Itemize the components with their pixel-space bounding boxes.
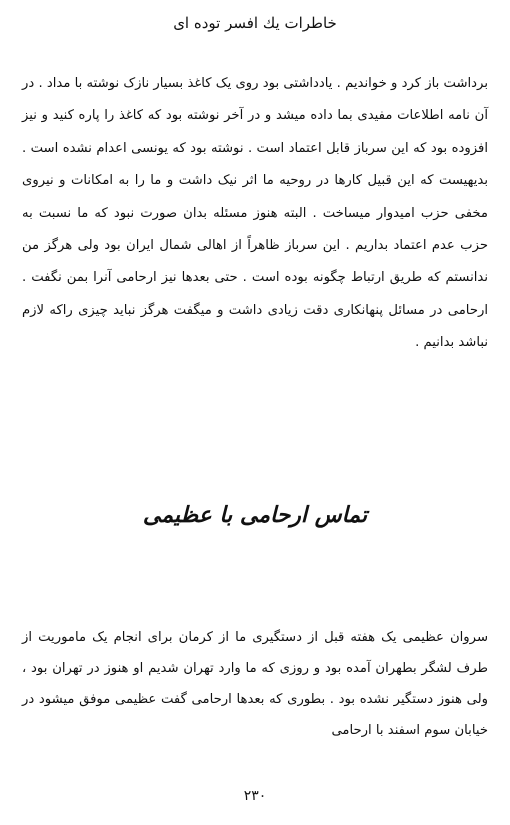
body-paragraph-2: سروان عظیمی یک هفته قبل از دستگیری ما از کرمان برای انجام یک ماموریت از طرف لشگر بطهران آمده بود و روزی که ما وارد تهران شدیم او هنوز در تهران بود ، ولی هنوز دستگیر نشده بود . بطوری که بعدها ارحامی گفت عظیمی موفق میشود در خیابان سوم اسفند با ارحامی	[22, 630, 488, 738]
page-number: ۲۳۰	[243, 788, 267, 804]
body-paragraph-1: برداشت باز کرد و خواندیم . یادداشتی بود روی یک کاغذ بسیار نازک نوشته با مداد . در آن نامه اطلاعات مفیدی بما داده میشد و در آخر نوشته بود که کاغذ را پاره کنید و نیز افزوده بود که این سرباز قابل اعتماد است . نوشته بود که یونسی اعدام نشده است . بدیهیست که این قبیل کارها در روحیه ما اثر نیک داشت و ما را به امکانات و نیروی مخفی حزب امیدوار میساخت . البته هنوز مسئله بدان صورت نبود که ما نسبت به حزب عدم اعتماد بداریم . این سرباز ظاهراً از اهالی شمال ایران بود ولی هرگز من ندانستم که طریق ارتباط چگونه بوده است . حتی بعدها نیز ارحامی آنرا بمن نگفت . ارحامی در مسائل پنهانکاری دقت زیادی داشت و میگفت هرگز نباید چیزی راکه لازم نباشد بدانیم .	[22, 76, 488, 351]
section-heading: تماس ارحامی با عظیمی	[142, 502, 368, 528]
running-header: خاطرات يك افسر توده ای	[173, 14, 337, 32]
